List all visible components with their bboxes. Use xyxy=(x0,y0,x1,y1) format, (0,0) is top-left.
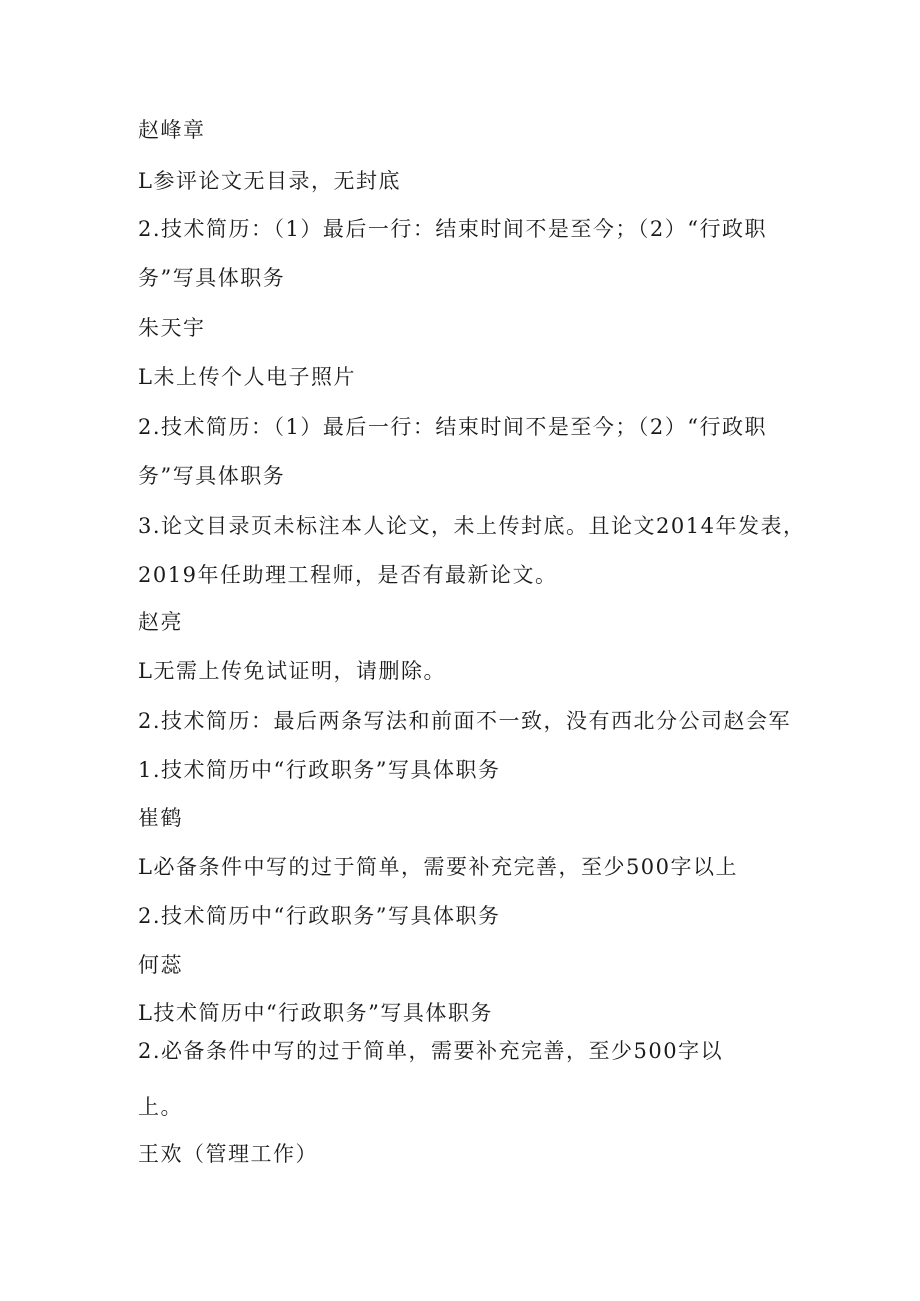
comment-line-continuation: 上。 xyxy=(138,1095,183,1119)
comment-line: 2.必备条件中写的过于简单，需要补充完善，至少500字以 xyxy=(138,1039,724,1063)
comment-line-continuation: 务”写具体职务 xyxy=(138,266,286,290)
comment-line: 1.技术简历中“行政职务”写具体职务 xyxy=(138,758,501,782)
comment-line: L必备条件中写的过于简单，需要补充完善，至少500字以上 xyxy=(138,855,739,879)
comment-line: 2.技术简历：（1）最后一行：结束时间不是至今；（2）“行政职 xyxy=(138,217,767,241)
comment-line: 2.技术简历中“行政职务”写具体职务 xyxy=(138,904,501,928)
comment-line: L技术简历中“行政职务”写具体职务 xyxy=(138,1001,493,1025)
comment-line: 3.论文目录页未标注本人论文，未上传封底。且论文2014年发表， xyxy=(138,514,806,538)
person-name-zhu-tianyu: 朱天宇 xyxy=(138,316,206,340)
person-name-wang-huan: 王欢（管理工作） xyxy=(138,1142,318,1166)
comment-line: L参评论文无目录，无封底 xyxy=(138,169,401,193)
comment-line-continuation: 2019年任助理工程师，是否有最新论文。 xyxy=(138,563,558,587)
person-name-he-rui: 何蕊 xyxy=(138,953,183,977)
comment-line: 2.技术简历：最后两条写法和前面不一致，没有西北分公司赵会军 xyxy=(138,709,792,733)
person-name-cui-he: 崔鹤 xyxy=(138,806,183,830)
person-name-zhao-fengzhang: 赵峰章 xyxy=(138,118,206,142)
comment-line: 2.技术简历：（1）最后一行：结束时间不是至今；（2）“行政职 xyxy=(138,415,767,439)
comment-line-continuation: 务”写具体职务 xyxy=(138,464,286,488)
person-name-zhao-liang: 赵亮 xyxy=(138,610,183,634)
comment-line: L无需上传免试证明，请删除。 xyxy=(138,659,446,683)
comment-line: L未上传个人电子照片 xyxy=(138,365,356,389)
